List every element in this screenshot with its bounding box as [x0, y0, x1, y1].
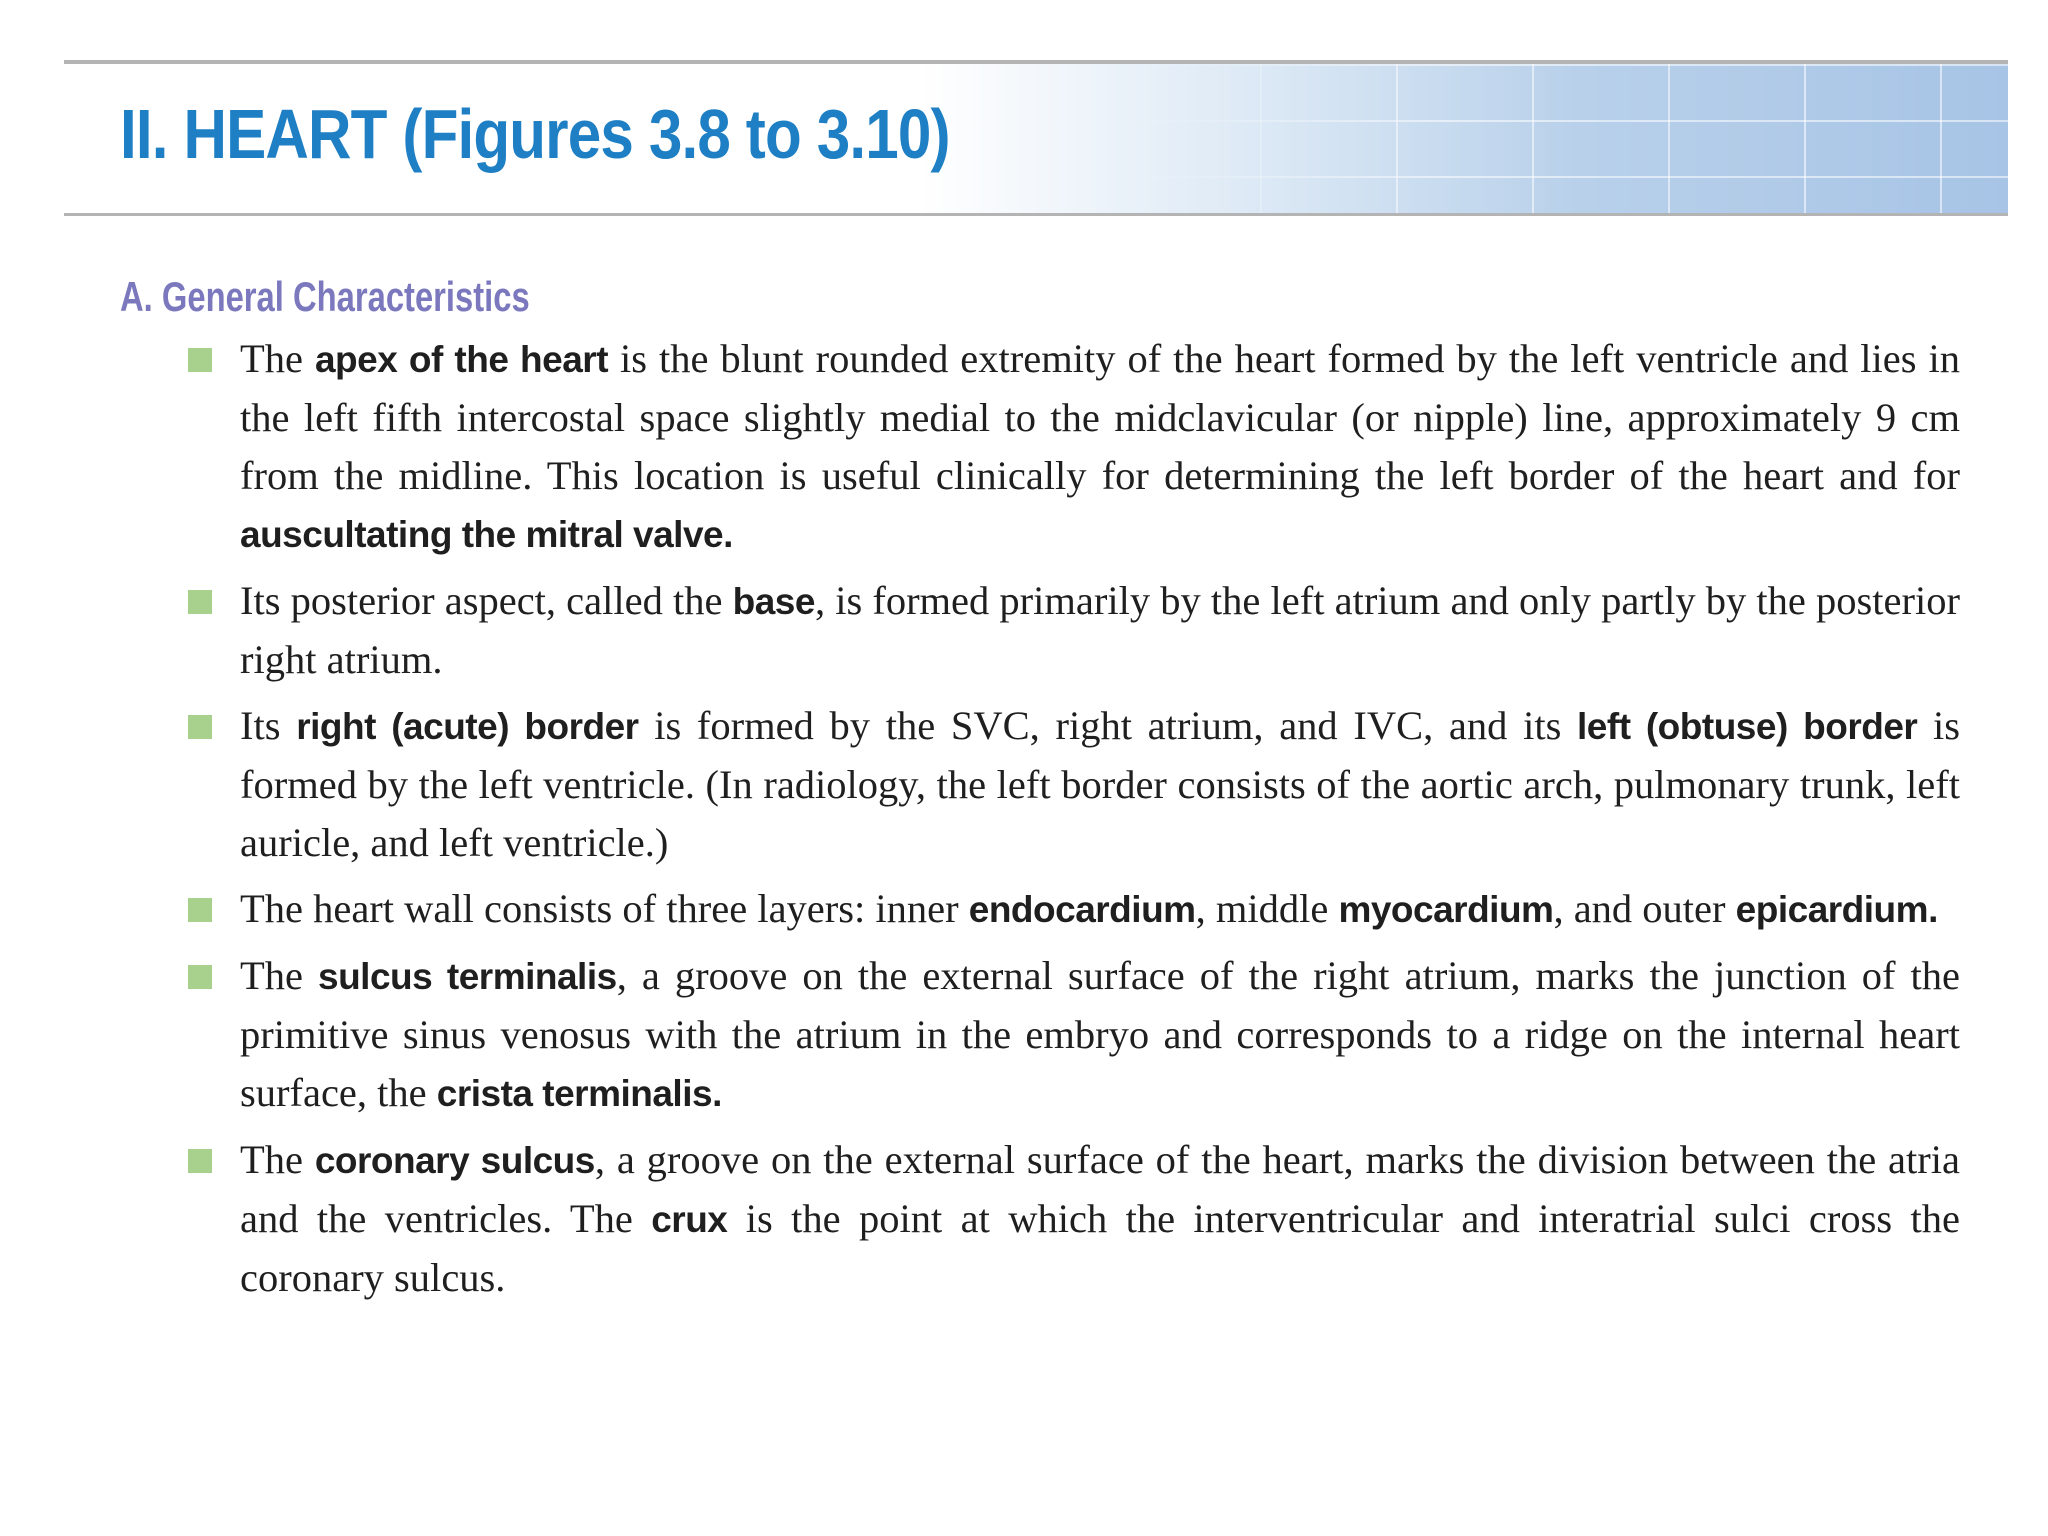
item-text: . — [1928, 889, 1938, 930]
item-text: . — [712, 1073, 722, 1114]
key-term: auscultating the mitral valve — [240, 514, 724, 555]
list-item — [184, 880, 1960, 939]
item-text: , is formed primarily by the left atrium and only partly by the posterior right atrium. — [240, 578, 1960, 682]
item-text: is formed by the left ventricle. (In radiology, the left border consists of the aortic arch, pulmonary trunk, left auricle, and left ventricle.) — [240, 703, 1960, 865]
key-term: left (obtuse) border — [1577, 706, 1918, 747]
item-text: is formed by the SVC, right atrium, and IVC, and its — [638, 703, 1578, 748]
item-text: , a groove on the external surface of the heart, marks the division between the atria and the ventricles. The — [240, 1137, 1960, 1241]
list-item — [184, 330, 1960, 564]
characteristics-list — [184, 330, 1960, 1315]
key-term: endocardium — [968, 889, 1196, 930]
item-text: The — [240, 1137, 315, 1182]
key-term: apex of the heart — [314, 339, 609, 380]
subsection-title: A. General Characteristics — [120, 273, 530, 320]
item-text: The — [240, 336, 315, 381]
item-text: is the blunt rounded extremity of the heart formed by the left ventricle and lies in the left fifth intercostal space slightly medial to the midclavicular (or nipple) line, approximately 9 cm from the midline. This location is useful clinically for determining the left border of the heart and for — [240, 336, 1961, 498]
bullet-square-icon — [188, 348, 212, 372]
bullet-square-icon — [188, 898, 212, 922]
list-item — [184, 697, 1960, 872]
key-term: myocardium — [1338, 889, 1554, 930]
item-text: . — [723, 514, 733, 555]
section-title: II. HEART (Figures 3.8 to 3.10) — [120, 95, 950, 173]
item-text: Its posterior aspect, called the — [240, 578, 733, 623]
bullet-square-icon — [188, 1149, 212, 1173]
item-text: The — [240, 953, 318, 998]
bullet-square-icon — [188, 965, 212, 989]
list-item — [184, 947, 1960, 1123]
bullet-square-icon — [188, 715, 212, 739]
item-text: is the point at which the interventricular and interatrial sulci cross the coronary sulcus. — [240, 1196, 1960, 1300]
list-item — [184, 1131, 1960, 1307]
section-header-band — [64, 60, 2008, 216]
key-term: crista terminalis — [436, 1073, 713, 1114]
key-term: coronary sulcus — [314, 1140, 595, 1181]
item-text: Its — [240, 703, 297, 748]
key-term: base — [732, 581, 815, 622]
list-item — [184, 572, 1960, 689]
key-term: sulcus terminalis — [318, 956, 617, 997]
item-text: The heart wall consists of three layers: inner — [240, 886, 969, 931]
key-term: right (acute) border — [296, 706, 639, 747]
bullet-square-icon — [188, 590, 212, 614]
key-term: epicardium — [1735, 889, 1929, 930]
key-term: crux — [651, 1199, 728, 1240]
item-text: , middle — [1195, 886, 1339, 931]
header-grid-decoration — [1124, 64, 2008, 213]
item-text: , and outer — [1553, 886, 1736, 931]
item-text: , a groove on the external surface of the right atrium, marks the junction of the primitive sinus venosus with the atrium in the embryo and corresponds to a ridge on the internal heart surface, the — [240, 953, 1960, 1115]
